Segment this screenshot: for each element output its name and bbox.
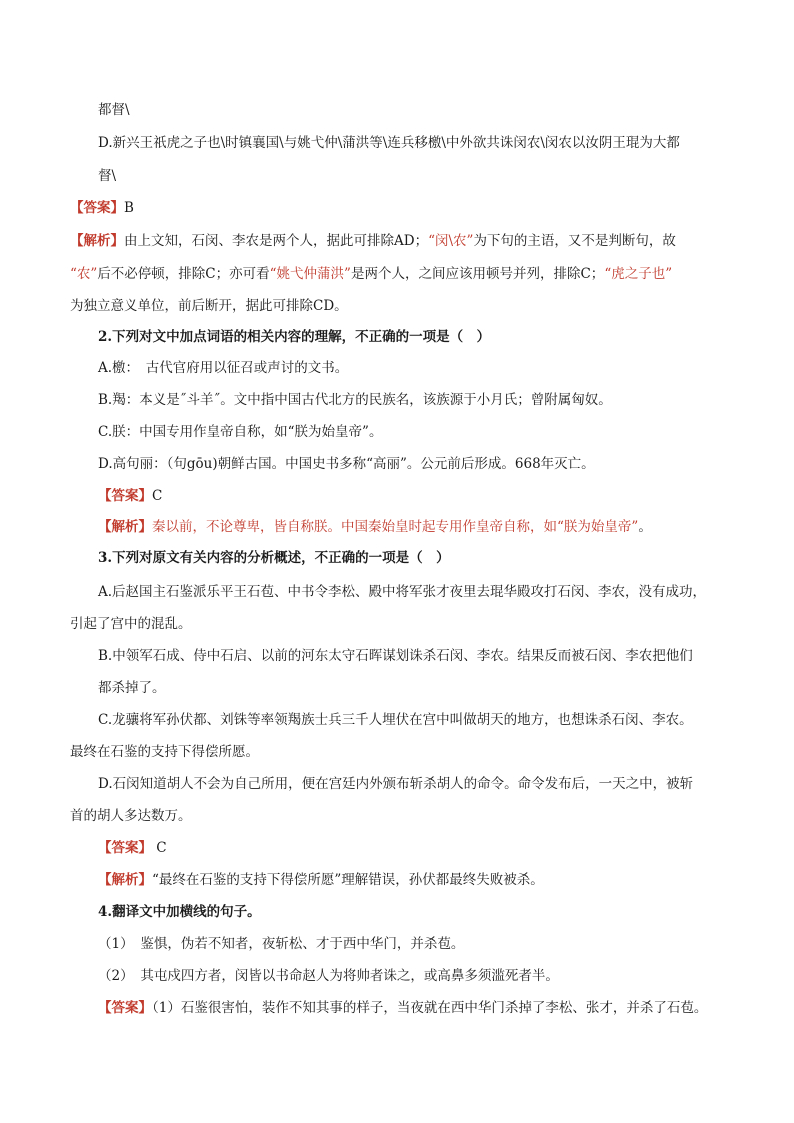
answer-text: （1）石鉴很害怕，装作不知其事的样子，当夜就在西中华门杀掉了李松、张才，并杀了石苞。	[152, 1000, 708, 1016]
question-2: 2.下列对文中加点词语的相关内容的理解，不正确的一项是（ ）	[98, 329, 491, 345]
question-4-sentence-1: （1） 鉴惧，伪若不知者，夜斩松、才于西中华门，并杀苞。	[98, 936, 465, 952]
explanation-tag: 【解析】	[98, 872, 152, 888]
explanation-1-line-2: “农”后不必停顿，排除C；亦可看“姚弋仲蒲洪”是两个人，之间应该用顿号并列，排除C；“虎之子也”	[70, 266, 673, 282]
explanation-2: 【解析】秦以前，不论尊卑，皆自称朕。中国秦始皇时起专用作皇帝自称，如“朕为始皇帝”。	[98, 519, 652, 535]
question-4: 4.翻译文中加横线的句子。	[98, 904, 261, 920]
question-3-option-b-line-1: B.中领军石成、侍中石启、以前的河东太守石晖谋划诛杀石闵、李农。结果反而被石闵、李农把他们	[98, 648, 693, 664]
answer-4	[98, 998, 707, 1018]
question-3-option-d-line-1: D.石闵知道胡人不会为自己所用，便在宫廷内外颁布斩杀胡人的命令。命令发布后，一天之中，被斩	[98, 776, 694, 792]
option-c-tail: 都督\	[98, 102, 130, 118]
explanation-tag: 【解析】	[98, 519, 152, 535]
explanation-3: 【解析】“最终在石鉴的支持下得偿所愿”理解错误，孙伏都最终失败被杀。	[98, 872, 544, 888]
answer-tag: 【答案】	[98, 840, 152, 856]
question-3-option-a-line-2: 引起了宫中的混乱。	[70, 616, 192, 632]
question-3-option-c-line-2: 最终在石鉴的支持下得偿所愿。	[70, 744, 259, 760]
question-3-option-a-line-1: A.后赵国主石鉴派乐平王石苞、中书令李松、殿中将军张才夜里去琨华殿攻打石闵、李农，没有成功，	[98, 584, 707, 600]
question-2-option-a: A.檄： 古代官府用以征召或声讨的文书。	[98, 360, 349, 376]
answer-value: C	[152, 488, 163, 504]
question-3-option-b-line-2: 都杀掉了。	[98, 680, 166, 696]
question-2-option-b: B.羯：本义是˝斗羊˝。文中指中国古代北方的民族名，该族源于小月氏；曾附属匈奴。	[98, 392, 612, 408]
question-3-option-c-line-1: C.龙骧将军孙伏都、刘铢等率领羯族士兵三千人埋伏在宫中叫做胡天的地方，也想诛杀石闵、李农。	[98, 712, 693, 728]
option-d: D.新兴王祇虎之子也\时镇襄国\与姚弋仲\蒲洪等\连兵移檄\中外欲共诛闵农\闵农以汝阴王琨为大都	[98, 135, 680, 151]
option-d-tail: 督\	[98, 168, 117, 184]
question-3: 3.下列对原文有关内容的分析概述，不正确的一项是（ ）	[98, 550, 450, 566]
explanation-1-line-1: 【解析】由上文知，石闵、李农是两个人，据此可排除AD；“闵\农”为下句的主语，又不是判断句，故	[70, 233, 676, 249]
answer-tag: 【答案】	[98, 1000, 152, 1016]
question-2-option-c: C.朕：中国专用作皇帝自称，如“朕为始皇帝”。	[98, 424, 383, 440]
explanation-1-line-3: 为独立意义单位，前后断开，据此可排除CD。	[70, 298, 348, 314]
question-2-option-d: D.高句丽：（句gōu)朝鲜古国。中国史书多称“高丽”。公元前后形成。668年灭亡。	[98, 456, 595, 472]
question-4-sentence-2: （2） 其屯戍四方者，闵皆以书命赵人为将帅者诛之，或高鼻多须滥死者半。	[98, 968, 559, 984]
answer-2	[98, 486, 162, 506]
question-3-option-d-line-2: 首的胡人多达数万。	[70, 808, 192, 824]
answer-value: C	[152, 840, 167, 856]
answer-tag: 【答案】	[70, 200, 124, 216]
answer-1	[70, 198, 134, 218]
answer-value: B	[124, 200, 134, 216]
answer-3	[98, 838, 167, 858]
answer-tag: 【答案】	[98, 488, 152, 504]
explanation-tag: 【解析】	[70, 233, 124, 249]
